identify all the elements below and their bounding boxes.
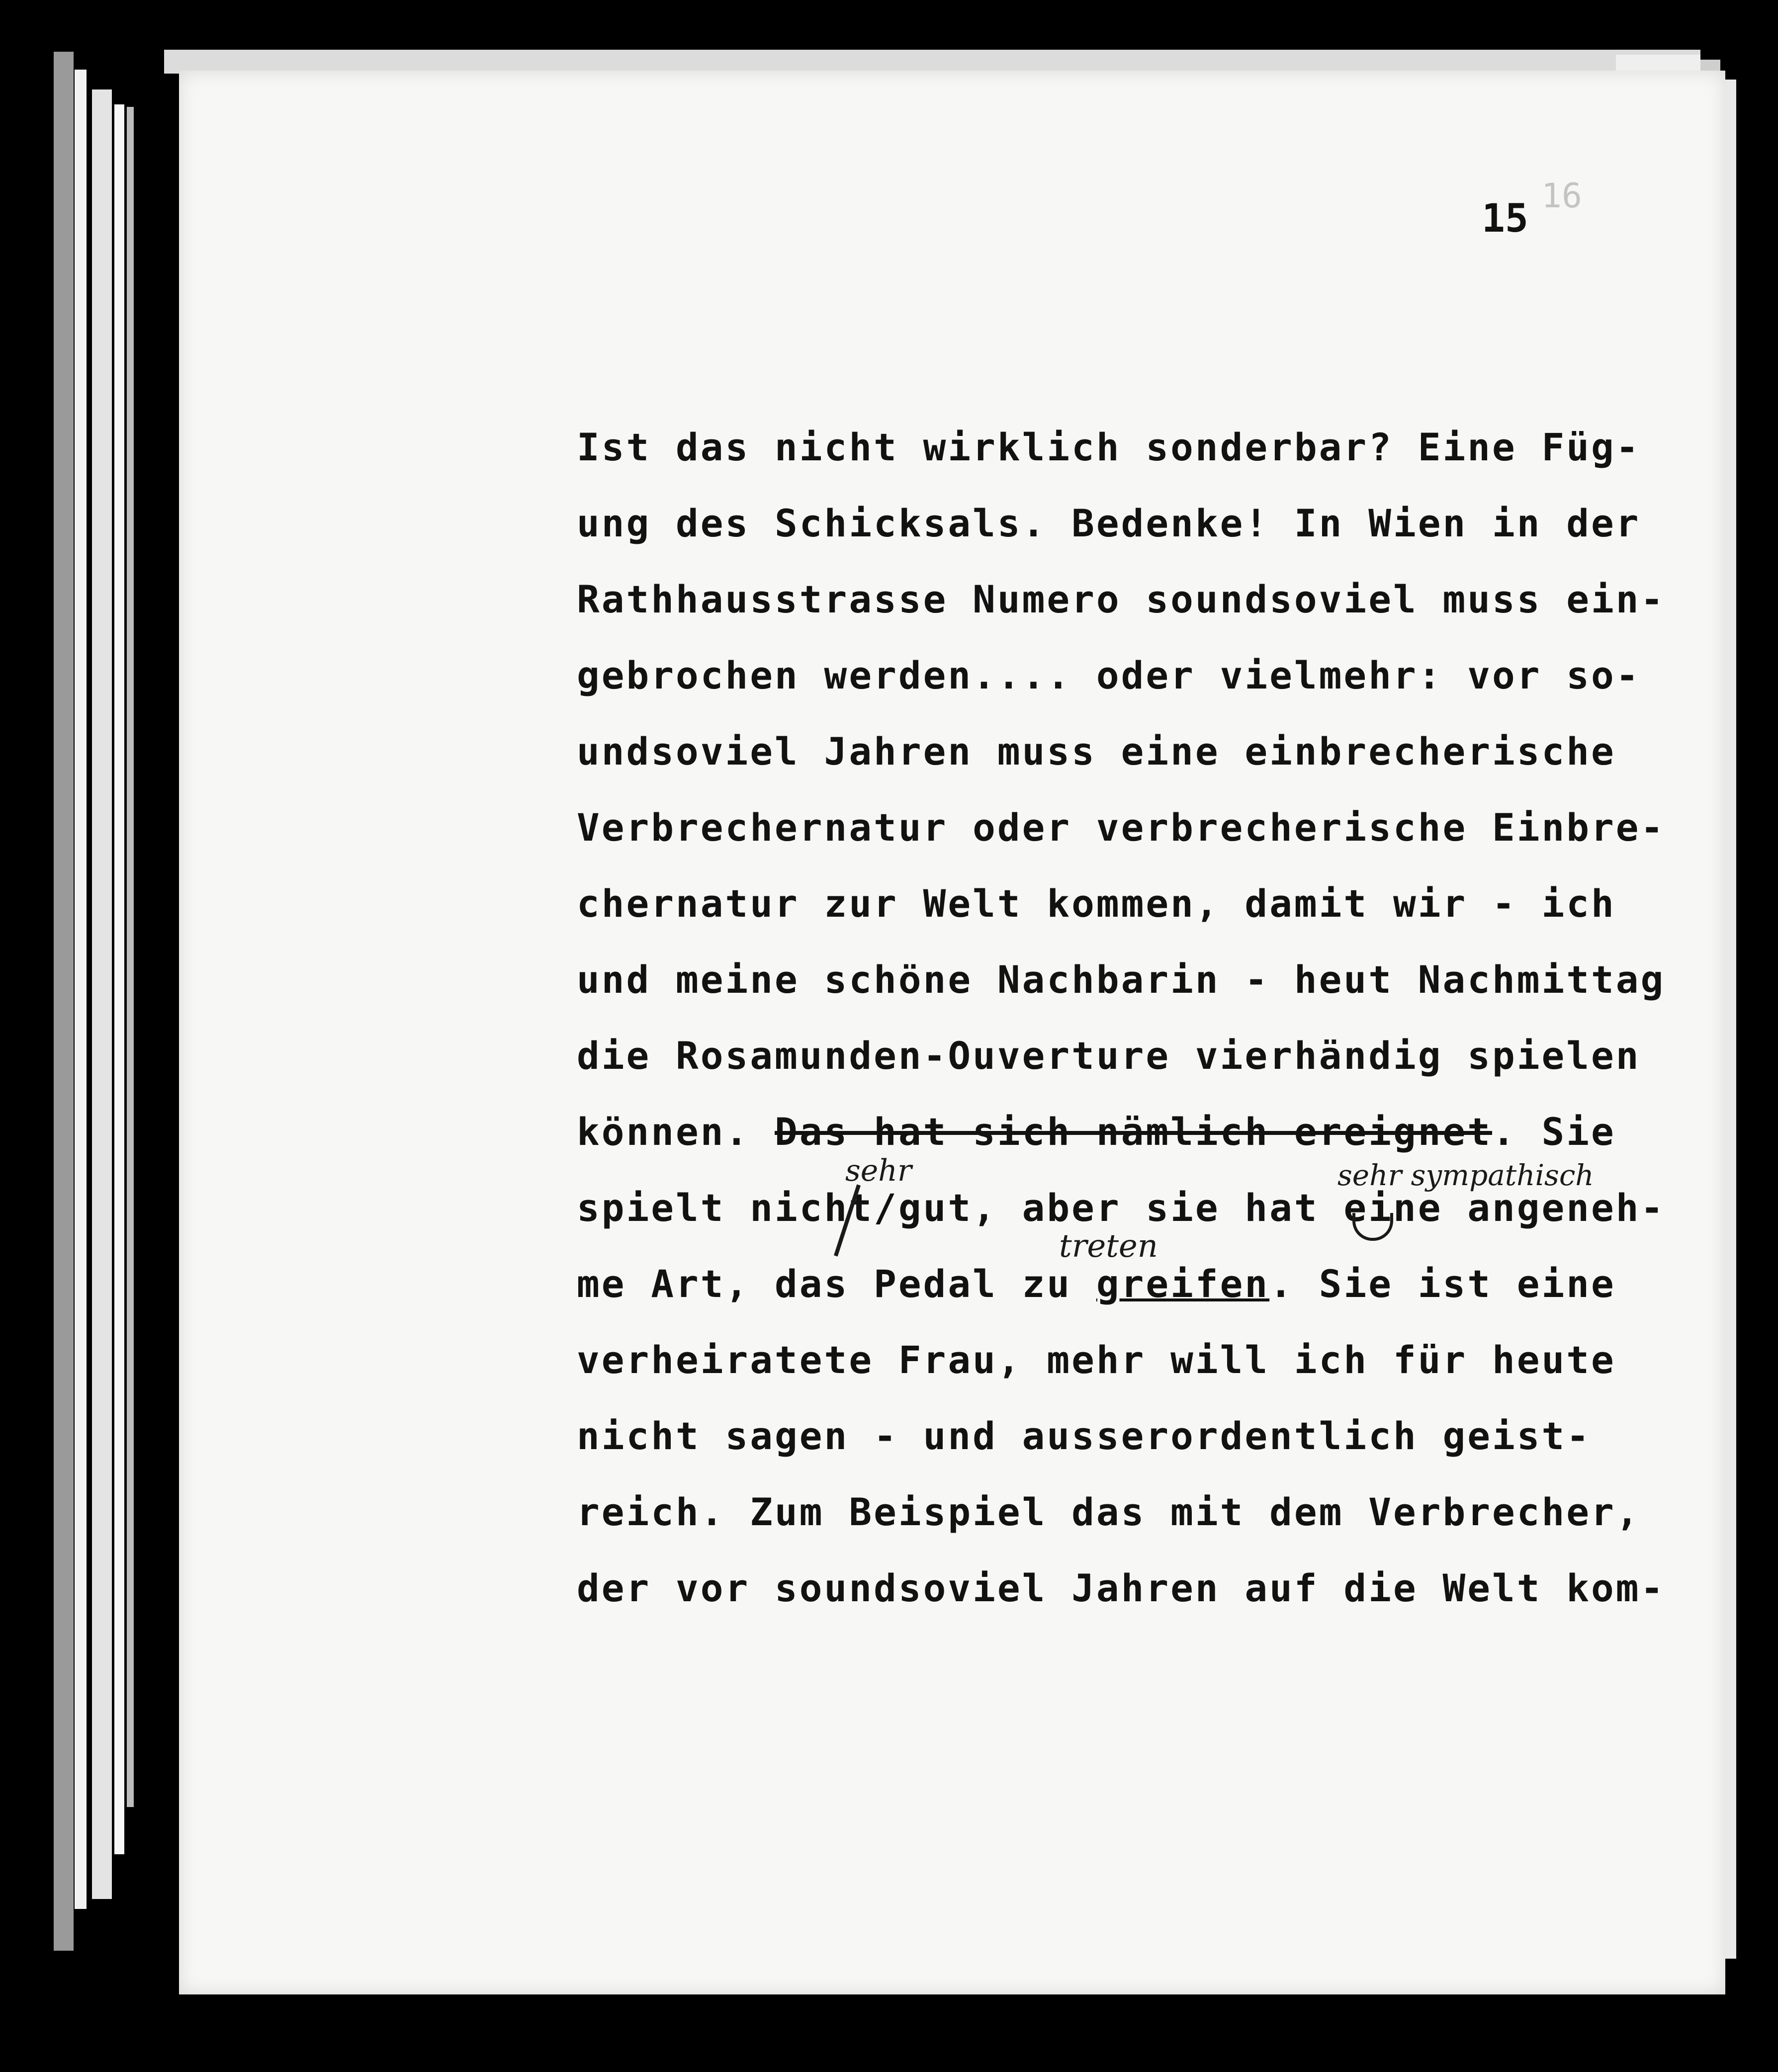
sheet-edge-left [92,89,112,1899]
sheet-edge-top [164,50,1700,74]
handwritten-insertion-treten: treten [1059,1228,1158,1265]
underlined-text: greifen [1096,1262,1270,1306]
text-line: spielt nicht/gut, aber sie hat eine angeneh- [577,1186,1666,1230]
sheet-edge-left [54,52,74,1951]
text-line: der vor soundsoviel Jahren auf die Welt kom- [577,1566,1666,1610]
text-line: Verbrechernatur oder verbrecherische Einbre- [577,805,1666,850]
sheet-edge-right [1725,80,1736,1959]
text-segment: . Sie [1492,1110,1616,1154]
text-line: gebrochen werden.... oder vielmehr: vor so- [577,653,1641,697]
text-line: Rathhausstrasse Numero soundsoviel muss ein- [577,577,1666,621]
text-line: ung des Schicksals. Bedenke! In Wien in der [577,501,1641,545]
sheet-edge-left [75,70,87,1909]
text-line: chernatur zur Welt kommen, damit wir - ich [577,881,1616,926]
page-number: 15 [1482,196,1528,241]
text-line: undsoviel Jahren muss eine einbrecherische [577,729,1616,774]
typed-text-block [577,423,1666,1640]
text-line-with-underline [577,1259,1621,1335]
handwritten-insertion-sympathisch: sehr sympathisch [1337,1158,1594,1192]
text-line: verheiratete Frau, mehr will ich für heute [577,1338,1616,1382]
text-segment: . Sie ist eine [1269,1262,1616,1306]
text-line: die Rosamunden-Ouverture vierhändig spielen [577,1034,1641,1078]
ghost-page-number: 16 [1541,176,1582,216]
handwritten-insertion-sehr: sehr [845,1153,912,1188]
sheet-edge-left [127,107,134,1807]
struck-through-text: Das hat sich nämlich ereignet [775,1110,1492,1154]
text-segment: me Art, das Pedal zu [577,1262,1096,1306]
text-line: und meine schöne Nachbarin - heut Nachmittag [577,957,1666,1002]
text-line: Ist das nicht wirklich sonderbar? Eine Füg- [577,425,1641,469]
sheet-edge-left [114,104,124,1854]
text-segment: können. [577,1110,775,1154]
text-line: reich. Zum Beispiel das mit dem Verbrecher, [577,1490,1641,1534]
text-line: nicht sagen - und ausserordentlich geist- [577,1414,1591,1458]
